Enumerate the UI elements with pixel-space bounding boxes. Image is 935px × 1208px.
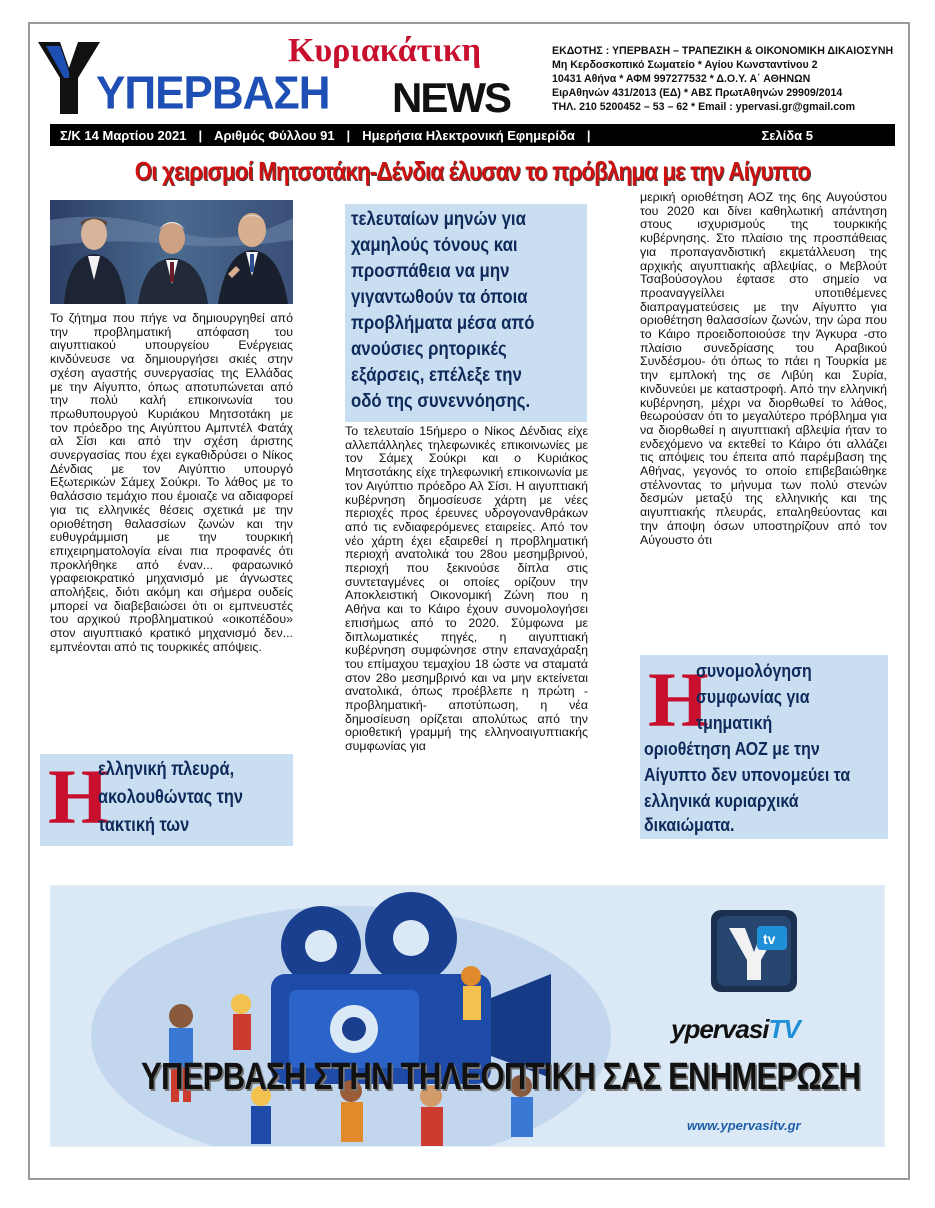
publisher-line: Μη Κερδοσκοπικό Σωματείο * Αγίου Κωνσταντίνου 2	[552, 59, 818, 71]
brand-name: ΥΠΕΡΒΑΣΗ	[96, 67, 330, 120]
drop-cap: Η	[648, 656, 709, 743]
tv-brand-name	[671, 1014, 800, 1045]
quote-line: συμφωνίας για	[696, 686, 810, 707]
quote-line: ακολουθώντας την	[98, 787, 243, 808]
masthead-logo[interactable]	[38, 32, 510, 121]
quote-line: τελευταίων μηνών για	[351, 208, 526, 230]
pull-quote-right	[640, 655, 888, 839]
quote-line: τμηματική	[696, 712, 773, 733]
tv-brand-main: ypervasi	[671, 1014, 769, 1044]
pull-quote-left	[40, 754, 293, 846]
quote-line: προβλήματα μέσα από	[351, 312, 535, 334]
publisher-contact: ΤΗΛ. 210 5200452 – 53 – 62 * Email : ypervasi.gr@gmail.com	[552, 101, 856, 113]
pull-quote-center	[345, 204, 587, 422]
article-photo[interactable]	[50, 200, 293, 304]
separator: |	[586, 127, 591, 143]
article-column-2: Το τελευταίο 15ήμερο ο Νίκος Δένδιας είχε αλλεπάλληλες τηλεφωνικές επικοινωνίες με τον Σάμεχ Σούκρι και ο Κυριάκος Μητσοτάκης είχε τηλεφωνική επικοινωνία με τον Αιγύπτιο πρόεδρο Αλ Σίσι. Η αιγυπτιακή κυβέρνηση δημοσίευσε χάρτη με νέες περιοχές προς έρευνες υδρογονανθράκων από τις ενδιαφερόμενες εταιρείες. Από τον νέο χάρτη έχει εξαιρεθεί η προβληματική περιοχή ανατολικά του 28ου μεσημβρινού, περιοχή που ξεκινούσε δίπλα στις συντεταγμένες οι οποίες ορίζουν την Αποκλειστική Οικονομική Ζώνη που η Αθήνα και το Κάιρο έχουν συνομολογήσει επισήμως από το 2020. Σύμφωνα με διπλωματικές πηγές, η αιγυπτιακή κυβέρνηση συμφώνησε στην επαναχάραξη του επίμαχου τεμαχίου 18 ώστε να σταματά στον 28ο μεσημβρινό και να μην εκτείνεται ανατολικά, όπως προέβλεπε η πρώτη - προβληματική- αποτύπωση, η νέα δημοσίευση ορίζεται απολύτως από την οριοθετική γραμμή της ελληνοαιγυπτιακής συμφωνίας για	[345, 424, 588, 754]
page-number: Σελίδα 5	[761, 127, 813, 143]
tv-banner-ad[interactable]	[50, 885, 885, 1147]
quote-line: ελληνική πλευρά,	[98, 759, 235, 780]
quote-line: Αίγυπτο δεν υπονομεύει τα	[644, 764, 851, 785]
publisher-info	[552, 44, 902, 114]
separator: |	[198, 127, 203, 143]
banner-slogan: ΥΠΕΡΒΑΣΗ ΣΤΗΝ ΤΗΛΕΟΠΤΙΚΗ ΣΑΣ ΕΝΗΜΕΡΩΣΗ	[141, 1056, 861, 1098]
paper-type: Ημερήσια Ηλεκτρονική Εφημερίδα	[362, 127, 575, 143]
banner-url-link[interactable]: www.ypervasitv.gr	[687, 1118, 801, 1133]
quote-line: προσπάθεια να μην	[351, 260, 510, 282]
quote-line: γιγαντωθούν τα όποια	[351, 286, 528, 308]
quote-line: εξάρσεις, επέλεξε την	[351, 364, 522, 386]
quote-line: οδό της συνεννόησης.	[351, 390, 531, 412]
article-column-1: Το ζήτημα που πήγε να δημιουργηθεί από την προβληματική απόφαση του αιγυπτιακού υπουργείου Ενέργειας κινδύνευσε να δημιουργήσει σκιές στην σχέση αγαστής συνεργασίας της Ελλάδας με την Αίγυπτο, όπως αποτυπώνεται από την πολύ καλή επικοινωνία του πρωθυπουργού Κυριάκου Μητσοτάκη με τον πρόεδρο της Αιγύπτου Αμπντέλ Φατάχ αλ Σίσι και από την σχέση άριστης συνεργασίας που έχει εγκαθιδρύσει ο Νίκος Δένδιας με τον Αιγύπτιο υπουργό Εξωτερικών Σάμεχ Σούκρι. Το λάθος με το θαλάσσιο τεμάχιο που έμοιαζε να αδιαφορεί για τις ελληνικές θέσεις σχετικά με την οριοθέτηση θαλασσίων ζωνών και την ευθυγράμμιση με την τουρκική επιχειρηματολογία είναι πια προφανές ότι προκλήθηκε από έναν... φαραωνικό γραφειοκρατικό μηχανισμό με άγνωστες απολήξεις, διότι ακόμη και σήμερα ουδείς μπορεί να διαβεβαιώσει ότι οι εμπνευστές του αρχικού προβληματικού «οικοπέδου» στον αιγυπτιακό κρατικό μηχανισμό δεν... εμπνέονται από τις τουρκικές απόψεις.	[50, 311, 293, 654]
issue-info-bar	[50, 124, 895, 146]
publisher-line: ΕΚΔΟΤΗΣ : ΥΠΕΡΒΑΣΗ – ΤΡΑΠΕΖΙΚΗ & ΟΙΚΟΝΟΜΙΚΗ ΔΙΚΑΙΟΣΥΝΗ	[552, 45, 894, 57]
separator: |	[346, 127, 351, 143]
quote-line: δικαιώματα.	[644, 814, 735, 835]
article-headline[interactable]: Οι χειρισμοί Μητσοτάκη-Δένδια έλυσαν το πρόβλημα με την Αίγυπτο	[134, 156, 811, 186]
sunday-label: Κυριακάτικη	[288, 32, 482, 69]
publisher-line: ΕιρΑθηνών 431/2013 (ΕΔ) * ΑΒΣ ΠρωτΑθηνών 29909/2014	[552, 87, 843, 99]
brand-news: NEWS	[392, 74, 510, 121]
quote-line: ελληνικά κυριαρχικά	[644, 790, 799, 811]
tv-brand-suffix: TV	[768, 1014, 800, 1044]
tv-badge: tv	[763, 931, 776, 947]
quote-line: ανούσιες ρητορικές	[351, 338, 507, 360]
issue-date: Σ/Κ 14 Μαρτίου 2021	[60, 127, 187, 143]
article-column-3: μερική οριοθέτηση ΑΟΖ της 6ης Αυγούστου του 2020 και δίνει καθηλωτική απάντηση στους ισχυρισμούς της τουρκικής κυβέρνησης. Στο πλαίσιο της προσπάθειας για προπαγανδιστική εκμετάλλευση της αρχικής αιγυπτιακής αβλεψίας, ο Μεβλούτ Τσαβούσογλου έφτασε στο σημείο να προαναγγείλλει υποτιθέμενες διαπραγματεύσεις με την Αίγυπτο για οριοθέτηση θαλασσίων ζωνών, την ώρα που το Κάιρο προειδοποιούσε την Άγκυρα -στο πλαίσιο συνεδρίασης του Αραβικού Συνδέσμου- ότι όπως το πάει η Τουρκία με την εμπλοκή της σε Λιβύη και Συρία, κινδυνεύει με καταστροφή. Από την ελληνική κυβέρνηση, μέχρι να διορθωθεί το λάθος, θεωρούσαν ότι το μεγαλύτερο πρόβλημα για να διορθωθεί η αιγυπτιακή αβλεψία ήταν το ενδεχόμενο να εκτεθεί το Κάιρο ότι αλλάζει τις απόψεις του έπειτα από παρέμβαση της Αθήνας, γεγονός το οποίο επιβεβαιώθηκε στέλνοντας το μήνυμα των πολύ στενών δεσμών μεταξύ της ελληνικής και της αιγυπτιακής πλευράς, επαληθεύοντας και την άποψη όσων υποστηρίζουν από τον Αύγουστο ότι	[640, 190, 887, 547]
drop-cap: Η	[48, 753, 109, 840]
publisher-line: 10431 Αθήνα * ΑΦΜ 997277532 * Δ.Ο.Υ. Α΄ ΑΘΗΝΩΝ	[552, 73, 811, 85]
quote-line: οριοθέτηση ΑΟΖ με την	[644, 738, 820, 759]
politicians-photo-image	[50, 200, 293, 304]
y-logo-icon	[38, 42, 100, 114]
quote-line: χαμηλούς τόνους και	[351, 234, 518, 256]
quote-line: συνομολόγηση	[696, 660, 812, 681]
quote-line: τακτική των	[98, 815, 190, 836]
issue-number: Αριθμός Φύλλου 91	[214, 127, 335, 143]
